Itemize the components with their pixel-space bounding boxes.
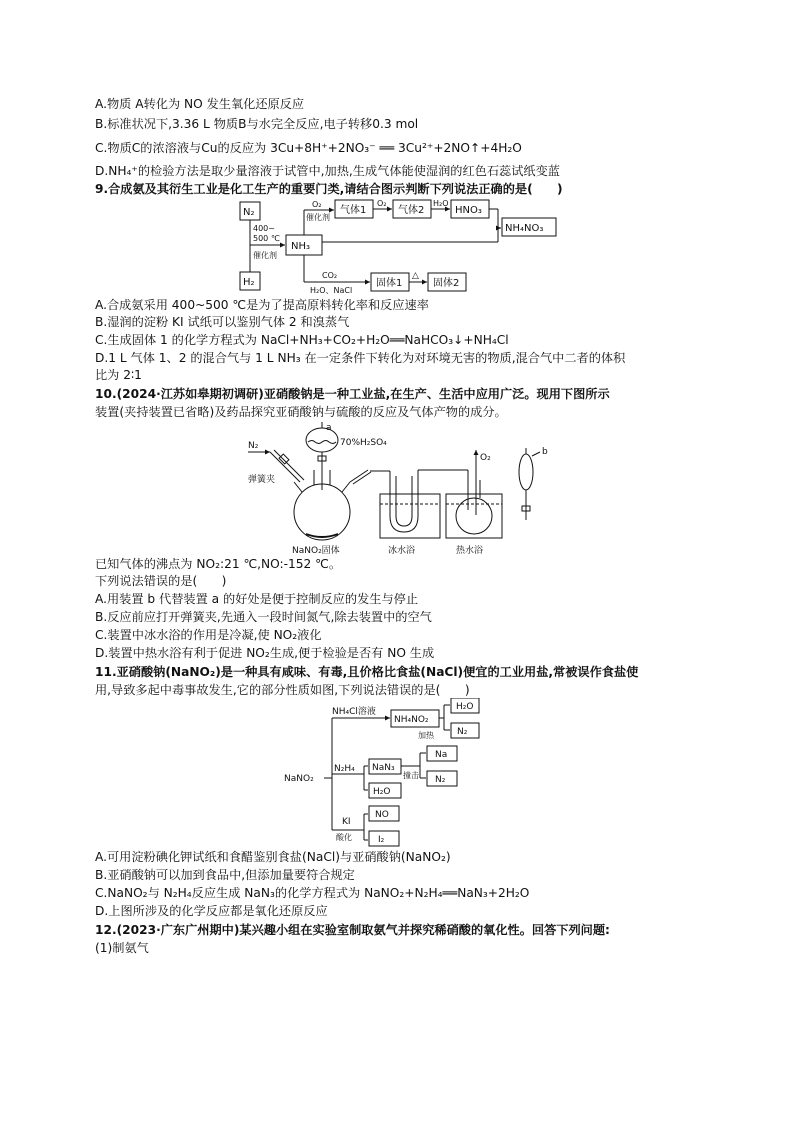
label-root-nano2: NaNO₂: [284, 774, 314, 784]
label-h2o-mid: H₂O: [373, 787, 391, 797]
label-solid2: 固体2: [433, 278, 460, 289]
label-gas1: 气体1: [340, 205, 367, 216]
label-hno3: HNO₃: [455, 205, 482, 216]
q11-option-b: B.亚硝酸钠可以加到食品中,但添加量要符合规定: [95, 868, 355, 882]
label-a: a: [326, 423, 332, 433]
label-h2: H₂: [243, 277, 255, 288]
label-catalyst: 催化剂: [253, 251, 277, 260]
q10-option-a: A.用装置 b 代替装置 a 的好处是便于控制反应的发生与停止: [95, 592, 419, 606]
u-tube: [390, 476, 418, 532]
q10-stem-2: 装置(夹持装置已省略)及药品探究亚硝酸钠与硫酸的反应及气体产物的成分。: [95, 405, 507, 419]
q12-sub-1: (1)制氨气: [95, 941, 149, 955]
label-gas2: 气体2: [398, 205, 425, 216]
q11-stem-2: 用,导致多起中毒事故发生,它的部分性质如图,下列说法错误的是( ): [95, 683, 470, 697]
label-o2-b: O₂: [377, 199, 387, 208]
label-h2o-top: H₂O: [456, 702, 474, 712]
label-nan3: NaN₃: [372, 763, 395, 773]
label-n2-top: N₂: [457, 727, 468, 737]
q8-option-a: A.物质 A转化为 NO 发生氧化还原反应: [95, 97, 305, 111]
q10-ask: 下列说法错误的是( ): [95, 574, 227, 588]
label-strike: 撞击: [403, 771, 419, 780]
hot-bath-beaker: [446, 494, 502, 538]
label-acidify: 酸化: [336, 833, 352, 842]
apparatus-diagram: [240, 420, 570, 560]
q11-option-d: D.上图所涉及的化学反应都是氧化还原反应: [95, 904, 328, 918]
label-n2-mid: N₂: [435, 775, 446, 785]
label-n2: N₂: [243, 207, 255, 218]
label-solid1: 固体1: [376, 278, 403, 289]
q8-option-b: B.标准状况下,3.36 L 物质B与水完全反应,电子转移0.3 mol: [95, 117, 419, 131]
label-h2o-nacl: H₂O、NaCl: [310, 286, 353, 295]
label-nh4no3: NH₄NO₃: [505, 223, 544, 234]
dropping-funnel-a: [306, 428, 338, 452]
label-b: b: [542, 447, 548, 457]
label-temp2: 500 ℃: [253, 234, 280, 243]
q11-option-c: C.NaNO₂与 N₂H₄反应生成 NaN₃的化学方程式为 NaNO₂+N₂H₄══NaN₃+2H₂O: [95, 886, 530, 900]
three-neck-flask: [294, 484, 350, 540]
label-clip: 弹簧夹: [248, 475, 276, 485]
label-no: NO: [375, 810, 389, 820]
q9-option-d: D.1 L 气体 1、2 的混合气与 1 L NH₃ 在一定条件下转化为对环境无害的物质,混合气中二者的体积: [95, 351, 626, 365]
label-nh3: NH₃: [291, 241, 311, 252]
label-acid: 70%H₂SO₄: [340, 438, 387, 448]
label-ice-bath: 冰水浴: [388, 546, 416, 556]
q10-option-d: D.装置中热水浴有利于促进 NO₂生成,便于检验是否有 NO 生成: [95, 646, 435, 660]
q11-option-a: A.可用淀粉碘化钾试纸和食醋鉴别食盐(NaCl)与亚硝酸钠(NaNO₂): [95, 850, 451, 864]
label-temp1: 400~: [253, 224, 275, 233]
label-co2: CO₂: [322, 271, 338, 280]
label-nh4no2: NH₄NO₂: [394, 715, 429, 725]
label-ki: KI: [342, 817, 351, 827]
q8-option-d: D.NH₄⁺的检验方法是取少量溶液于试管中,加热,生成气体能使湿润的红色石蕊试纸变蓝: [95, 164, 560, 178]
q8-option-c: C.物质C的浓溶液与Cu的反应为 3Cu+8H⁺+2NO₃⁻ ══ 3Cu²⁺+2NO↑+4H₂O: [95, 141, 522, 155]
label-n2-inlet: N₂: [248, 441, 259, 451]
q10-option-c: C.装置中冰水浴的作用是冷凝,使 NO₂液化: [95, 628, 322, 642]
q9-option-c: C.生成固体 1 的化学方程式为 NaCl+NH₃+CO₂+H₂O══NaHCO₃↓+NH₄Cl: [95, 333, 509, 347]
label-o2-a: O₂: [312, 200, 322, 209]
label-o2: O₂: [480, 453, 491, 463]
q9-option-d-cont: 比为 2∶1: [95, 368, 142, 382]
label-i2: I₂: [378, 835, 385, 845]
round-flask: [456, 498, 492, 534]
label-catalyst2: 催化剂: [306, 213, 330, 222]
label-delta: △: [412, 271, 419, 281]
funnel-b: [519, 454, 533, 490]
q10-stem-1: 10.(2024·江苏如皋期初调研)亚硝酸钠是一种工业盐,在生产、生活中应用广泛。现用下图所示: [95, 387, 610, 401]
label-heat: 加热: [418, 731, 434, 740]
ammonia-flow-diagram: [230, 198, 560, 298]
label-n2h4: N₂H₄: [334, 764, 355, 774]
label-h2o: H₂O: [433, 199, 449, 208]
q9-option-b: B.湿润的淀粉 KI 试纸可以鉴别气体 2 和溴蒸气: [95, 315, 350, 329]
q10-known: 已知气体的沸点为 NO₂:21 ℃,NO:-152 ℃。: [95, 557, 342, 571]
q9-stem: 9.合成氨及其衍生工业是化工生产的重要门类,请结合图示判断下列说法正确的是( ): [95, 182, 563, 196]
label-na: Na: [435, 750, 448, 760]
label-hot-bath: 热水浴: [456, 546, 484, 556]
label-nano2-solid: NaNO₂固体: [292, 546, 340, 556]
label-nh4cl: NH₄Cl溶液: [332, 707, 376, 717]
q10-option-b: B.反应前应打开弹簧夹,先通入一段时间氮气,除去装置中的空气: [95, 610, 432, 624]
nano2-properties-diagram: [284, 698, 484, 848]
q11-stem-1: 11.亚硝酸钠(NaNO₂)是一种具有咸味、有毒,且价格比食盐(NaCl)便宜的工业用盐,常被误作食盐使: [95, 665, 639, 679]
q9-option-a: A.合成氨采用 400~500 ℃是为了提高原料转化率和反应速率: [95, 298, 429, 312]
q12-stem: 12.(2023·广东广州期中)某兴趣小组在实验室制取氨气并探究稀硝酸的氧化性。回答下列问题:: [95, 923, 610, 937]
